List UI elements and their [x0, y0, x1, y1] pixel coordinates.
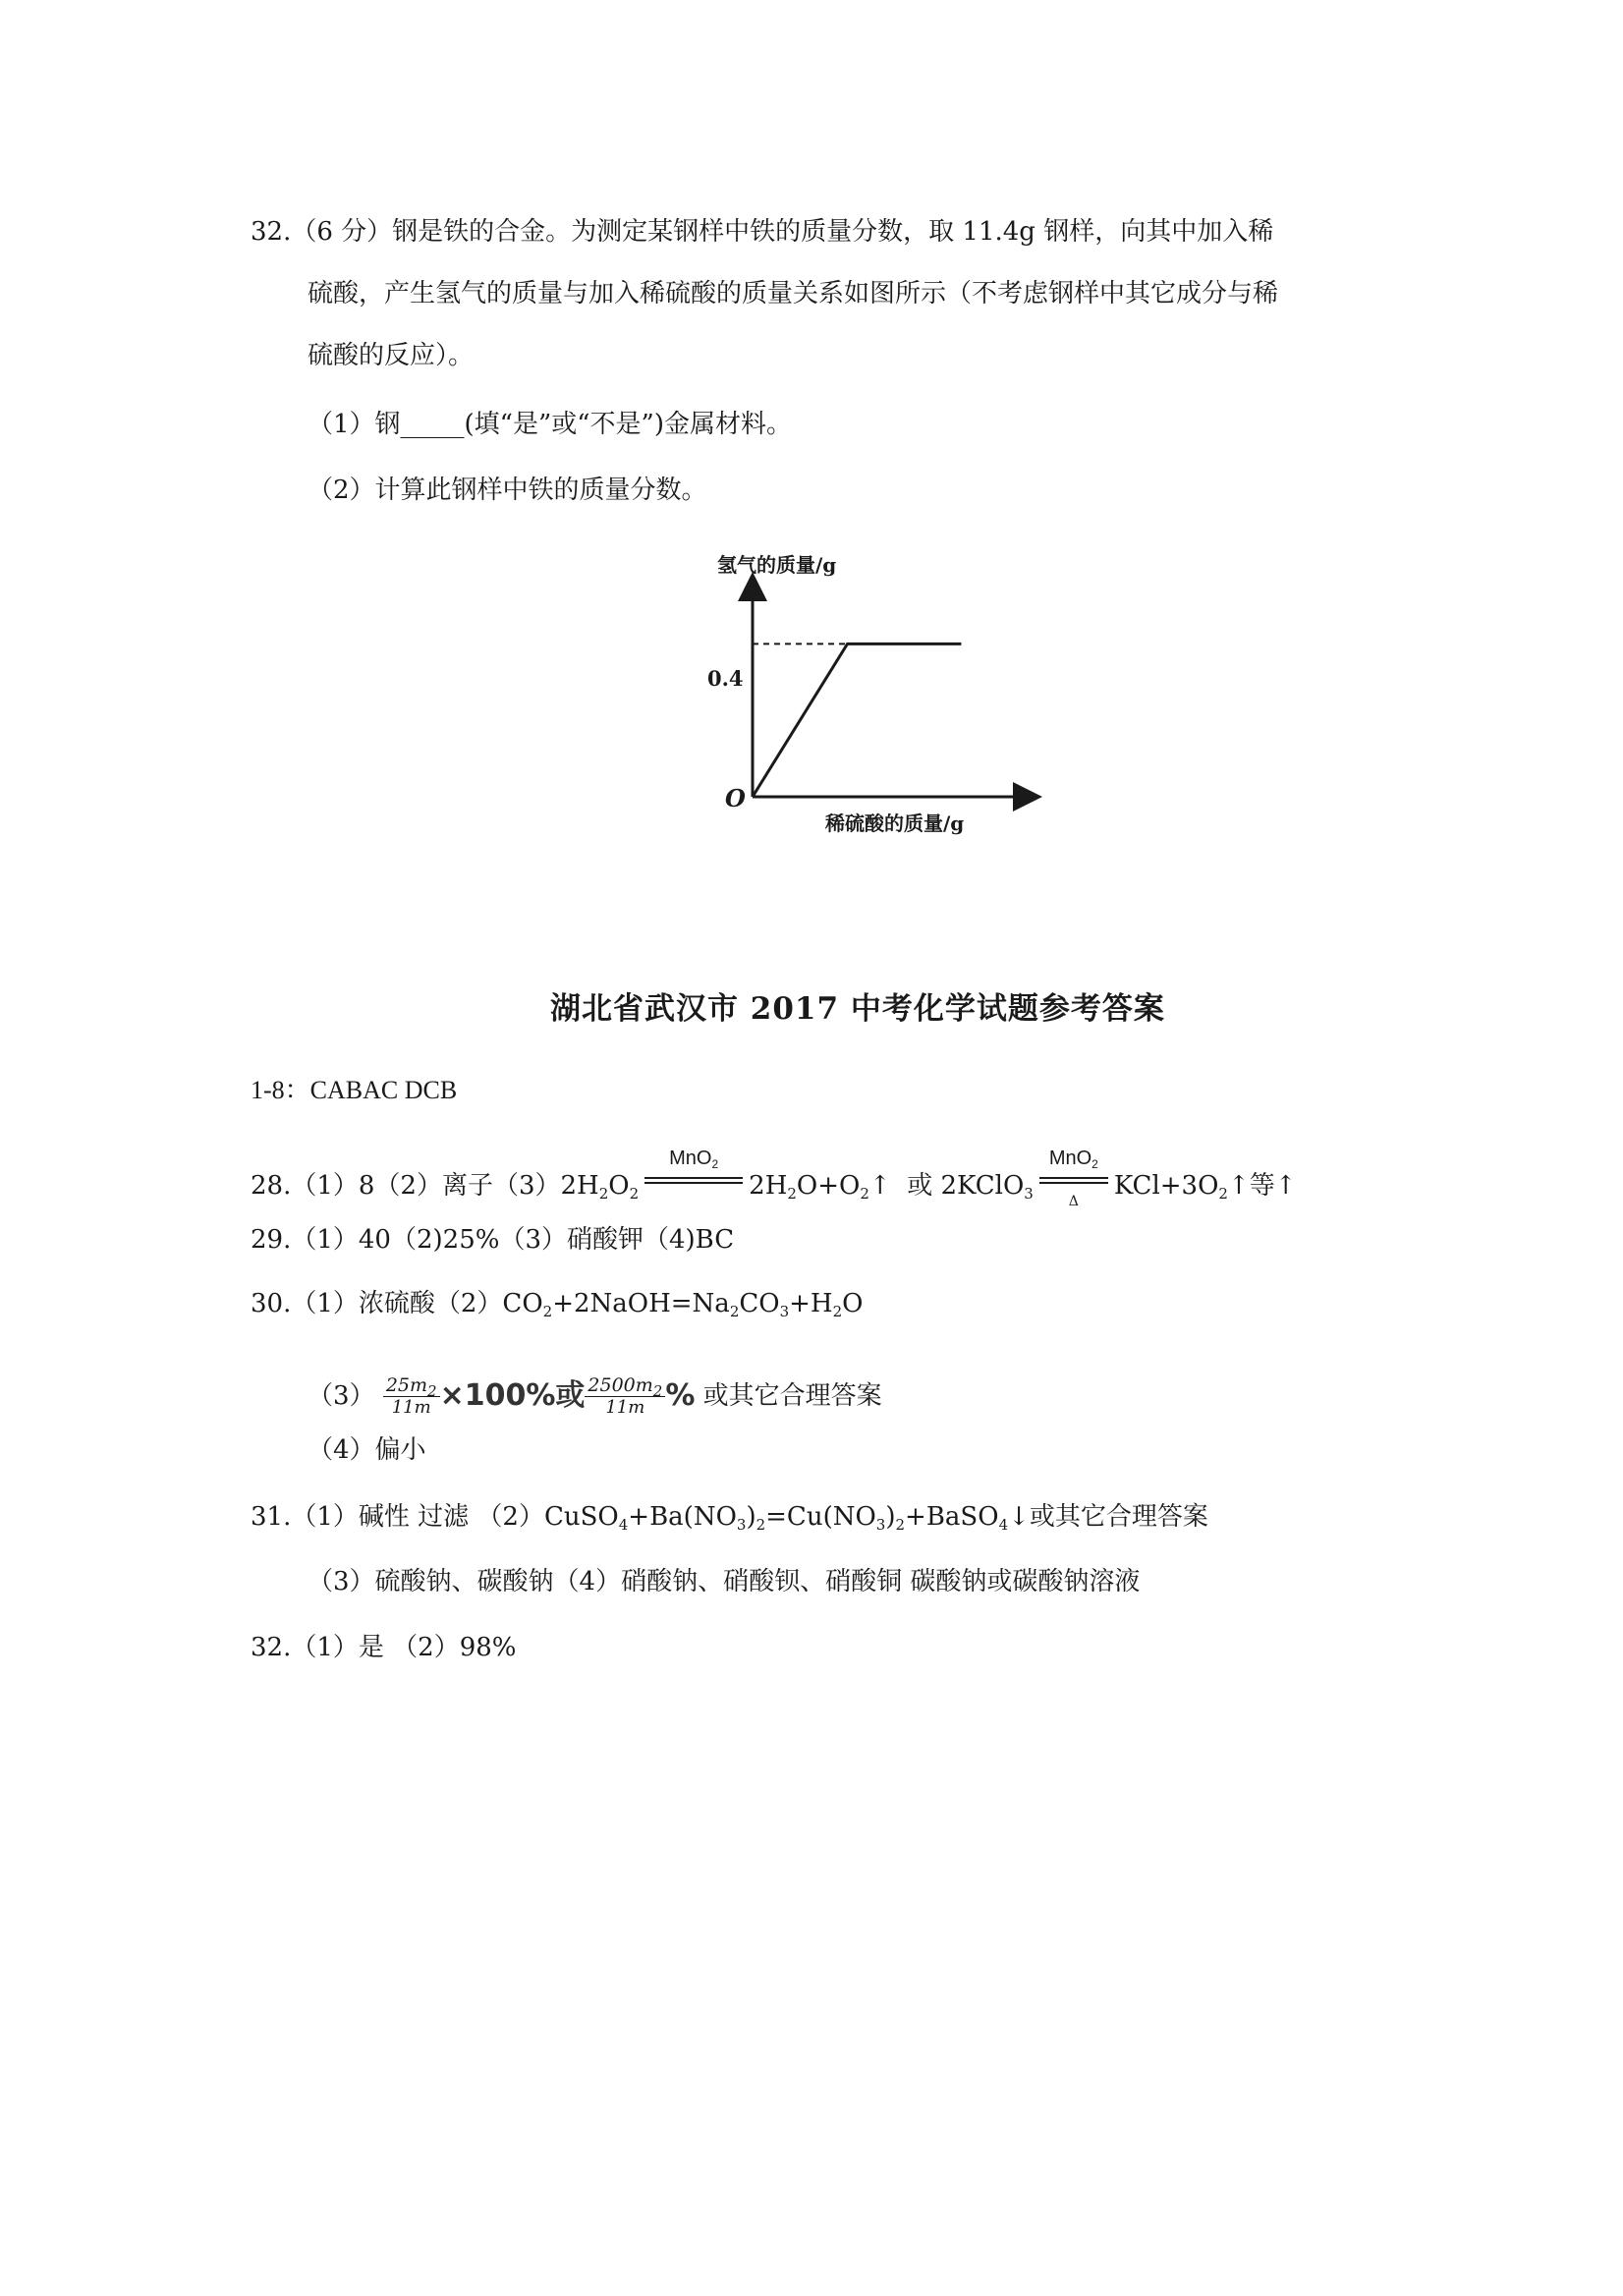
origin-label: O [725, 784, 746, 812]
x-axis-label: 稀硫酸的质量/g [825, 812, 965, 835]
answer-30-part-3: （3） $\frac{25m_2}{11m}$ ×100%或 $\frac{2500m_2}{11m}$ % 或其它合理答案 [308, 1373, 882, 1418]
answer-1-8: 1-8：CABAC DCB [251, 1076, 458, 1104]
answer-31-line-2: （3）硫酸钠、碳酸钠（4）硝酸钠、硝酸钡、硝酸铜 碳酸钠或碳酸钠溶液 [308, 1567, 1141, 1596]
answer-32: 32.（1）是 （2）98% [251, 1633, 517, 1662]
answer-31-line-1: 31.（1）碱性 过滤 $(2)CuSO_4+Ba(NO_3)_2=Cu(NO_3)_2+BaSO_4↓$或其它合理答案 [251, 1502, 1208, 1534]
q32-sub-1: （1）钢_____(填“是”或“不是”)金属材料。 [308, 410, 792, 439]
q32-line-1: 32.（6 分）钢是铁的合金。为测定某钢样中铁的质量分数，取 11.4g 钢样，向其中加入稀 [251, 217, 1274, 247]
q32-line-2: 硫酸，产生氢气的质量与加入稀硫酸的质量关系如图所示（不考虑钢样中其它成分与稀 [308, 279, 1279, 308]
hydrogen-series-line [753, 644, 961, 797]
answer-28: 28.（1）8（2）离子$(3)2H_2O_2$ MnO$_2$ $2H_2O+O_2↑$ 或 2KClO$_3$ MnO$_2$ Δ $KCl+3O_2↑$等↑ [251, 1148, 1297, 1209]
mno2-heat-condition: MnO$_2$ Δ [1039, 1169, 1108, 1203]
q32-sub-2: （2）计算此钢样中铁的质量分数。 [308, 476, 707, 505]
answers-title: 湖北省武汉市 2017 中考化学试题参考答案 [550, 991, 1165, 1027]
fraction-25m2-11m: $\frac{25m_2}{11m}$ [383, 1374, 440, 1419]
answer-28-alt: 或 2KClO [907, 1171, 1025, 1201]
answer-30-line-1: 30.（1）浓硫酸$(2)CO_2+2NaOH=Na_2CO_3+H_2O$ [251, 1289, 864, 1320]
fraction-2500m2-11m: $\frac{2500m_2}{11m}$ [585, 1374, 665, 1419]
y-axis-label: 氢气的质量/g [717, 553, 837, 577]
q32-line-3: 硫酸的反应）。 [308, 341, 475, 370]
y-tick-label: 0.4 [707, 666, 744, 691]
answer-29: 29.（1）40（2)25%（3）硝酸钾（4)BC [251, 1225, 735, 1255]
hydrogen-mass-chart [629, 545, 965, 840]
answer-28-prefix: 28.（1）8（2）离子（3）2H [251, 1171, 599, 1201]
mno2-condition: MnO$_2$ [644, 1169, 743, 1203]
answer-30-part-4: （4）偏小 [308, 1435, 426, 1465]
